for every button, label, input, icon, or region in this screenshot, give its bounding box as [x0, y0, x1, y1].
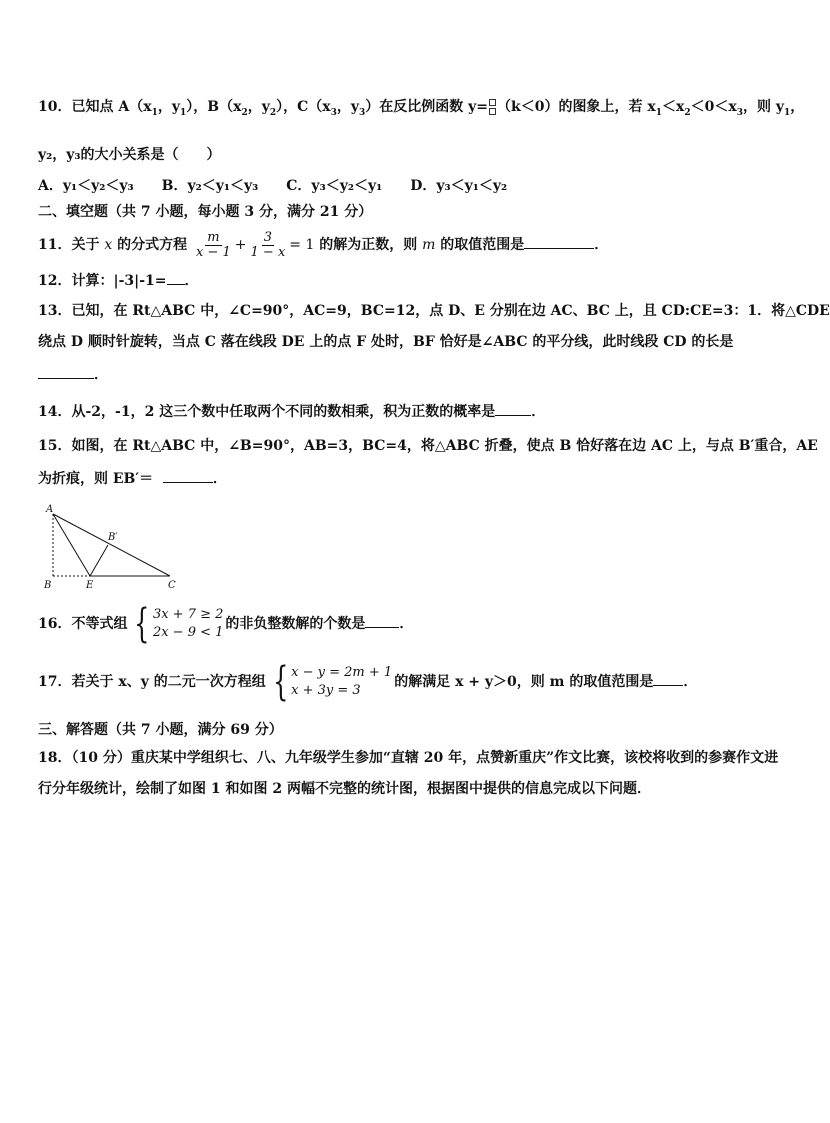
q12: [38, 270, 199, 290]
q16-inequality-system: [129, 601, 224, 647]
q11-suffix2: 的取值范围是: [435, 237, 525, 253]
q10-text-b: ，y: [157, 99, 180, 115]
q10-text-f: ，y: [336, 99, 360, 115]
q17-answer-blank[interactable]: [653, 671, 683, 686]
q16-eq2: 2x − 9 < 1: [152, 625, 224, 640]
q14-text: 14．从-2，-1，2 这三个数中任取两个不同的数相乘，积为正数的概率是: [38, 404, 496, 420]
q10-text-h: （k＜0）的图象上，若 x: [497, 99, 656, 115]
q10-sub: 1: [655, 107, 662, 118]
q13-line2: 绕点 D 顺时针旋转，当点 C 落在线段 DE 上的点 F 处时，BF 恰好是∠ABC 的平分线，此时线段 CD 的长是: [38, 334, 734, 350]
fraction-placeholder-icon: [489, 98, 496, 116]
q10-text-i: ＜x: [661, 99, 685, 115]
q15-line2-text: 为折痕，则 EB′＝: [38, 471, 154, 487]
q15-line2: [38, 468, 227, 488]
q10-sub: 1: [151, 107, 158, 118]
q13-line1: 13．已知，在 Rt△ABC 中，∠C=90°，AC=9，BC=12，点 D、E 分别在边 AC、BC 上，且 CD:CE=3：1．将△CDE: [38, 303, 830, 319]
q10-sub: 2: [684, 107, 691, 118]
q11-end: ．: [594, 237, 609, 253]
q17-prefix: 17．若关于 x、y 的二元一次方程组: [38, 674, 266, 690]
q16-end: ．: [399, 616, 414, 632]
q10-sub: 3: [736, 107, 743, 118]
q15-answer-blank[interactable]: [163, 468, 213, 483]
section2-heading: 二、填空题（共 7 小题，每小题 3 分，满分 21 分）: [38, 204, 373, 220]
q11-f2-den: 1 − x: [250, 244, 286, 260]
q17-end: ．: [683, 674, 698, 690]
q10-text-d: ，y: [247, 99, 270, 115]
q12-answer-blank[interactable]: [167, 270, 185, 285]
q17-eq1: x − y = 2m + 1: [291, 665, 393, 680]
q15-line1: 15．如图，在 Rt△ABC 中，∠B=90°，AB=3，BC=4，将△ABC 折叠，使点 B 恰好落在边 AC 上，与点 B′重合，AE: [38, 438, 818, 454]
q17: [38, 659, 698, 705]
label-b-prime: B′: [108, 532, 118, 543]
label-b: B: [44, 580, 52, 591]
q11-answer-blank[interactable]: [524, 234, 594, 249]
brace-icon: {: [134, 601, 150, 647]
q15-triangle-figure: [40, 500, 190, 592]
q16-prefix: 16．不等式组: [38, 616, 128, 632]
segment-ac: [53, 514, 170, 576]
q10-sub: 3: [359, 107, 366, 118]
q11-suffix: 的解为正数，则: [314, 237, 423, 253]
q11-var-m: m: [422, 237, 436, 253]
q18-line1: 18．（10 分）重庆某中学组织七、八、九年级学生参加“直辖 20 年，点赞新重庆”作文比赛，该校将收到的参赛作文进: [38, 750, 779, 766]
q10-line2: y₂，y₃的大小关系是（ ）: [38, 147, 221, 163]
q11-mid: 的分式方程: [112, 237, 193, 253]
q10-options: A．y₁＜y₂＜y₃ B．y₂＜y₁＜y₃ C．y₃＜y₂＜y₁ D．y₃＜y₁＜y₂: [38, 178, 508, 194]
q11-eq: = 1: [289, 237, 315, 253]
q10-sub: 1: [783, 107, 791, 118]
q13-line3: [38, 364, 108, 384]
q14: [38, 401, 545, 421]
q11-fraction-1: [194, 231, 233, 260]
q18-line2: 行分年级统计，绘制了如图 1 和如图 2 两幅不完整的统计图，根据图中提供的信息完成以下问题．: [38, 781, 651, 797]
q14-end: ．: [531, 404, 546, 420]
q17-equation-system: [268, 659, 393, 705]
q15-end: ．: [212, 471, 227, 487]
q11-fraction-2: [249, 231, 288, 260]
q16: [38, 601, 414, 647]
q17-suffix: 的解满足 x + y＞0，则 m 的取值范围是: [394, 674, 654, 690]
q11-f1-den: x − 1: [196, 244, 231, 260]
q16-answer-blank[interactable]: [365, 613, 399, 628]
segment-eb-prime: [90, 545, 108, 576]
q12-end: ．: [184, 273, 199, 289]
section3-heading: 三、解答题（共 7 小题，满分 69 分）: [38, 722, 283, 738]
q17-eq2: x + 3y = 3: [291, 683, 361, 698]
q10-sub: 1: [179, 107, 187, 118]
q10-sub: 3: [330, 107, 337, 118]
q11-prefix: 11．关于: [38, 237, 105, 253]
q11: [38, 228, 608, 262]
q13-end: ．: [94, 367, 108, 383]
q10-text-e: ），C（x: [276, 99, 331, 115]
q10-text-g: ）在反比例函数 y=: [365, 99, 489, 115]
q14-answer-blank[interactable]: [495, 401, 531, 416]
q10-line1: [38, 98, 804, 122]
q16-suffix: 的非负整数解的个数是: [225, 616, 366, 632]
label-e: E: [86, 580, 94, 591]
q10-text-c: ），B（x: [186, 99, 242, 115]
brace-icon: {: [272, 659, 289, 705]
q11-f1-num: m: [207, 229, 220, 245]
q10-text-a: 10．已知点 A（x: [38, 99, 152, 115]
q10-text-l: ，: [790, 99, 805, 115]
q11-var-x: x: [104, 237, 113, 253]
q11-f2-num: 3: [263, 229, 273, 245]
label-a: A: [46, 504, 54, 515]
q10-sub: 2: [241, 107, 248, 118]
q10-text-k: ，则 y: [742, 99, 784, 115]
q10-text-j: ＜0＜x: [690, 99, 737, 115]
q10-sub: 2: [269, 107, 277, 118]
q12-text: 12．计算：|-3|-1=: [38, 273, 167, 289]
q16-eq1: 3x + 7 ≥ 2: [152, 607, 224, 622]
q13-answer-blank[interactable]: [38, 364, 94, 379]
label-c: C: [168, 580, 176, 591]
q11-plus: +: [234, 237, 247, 253]
